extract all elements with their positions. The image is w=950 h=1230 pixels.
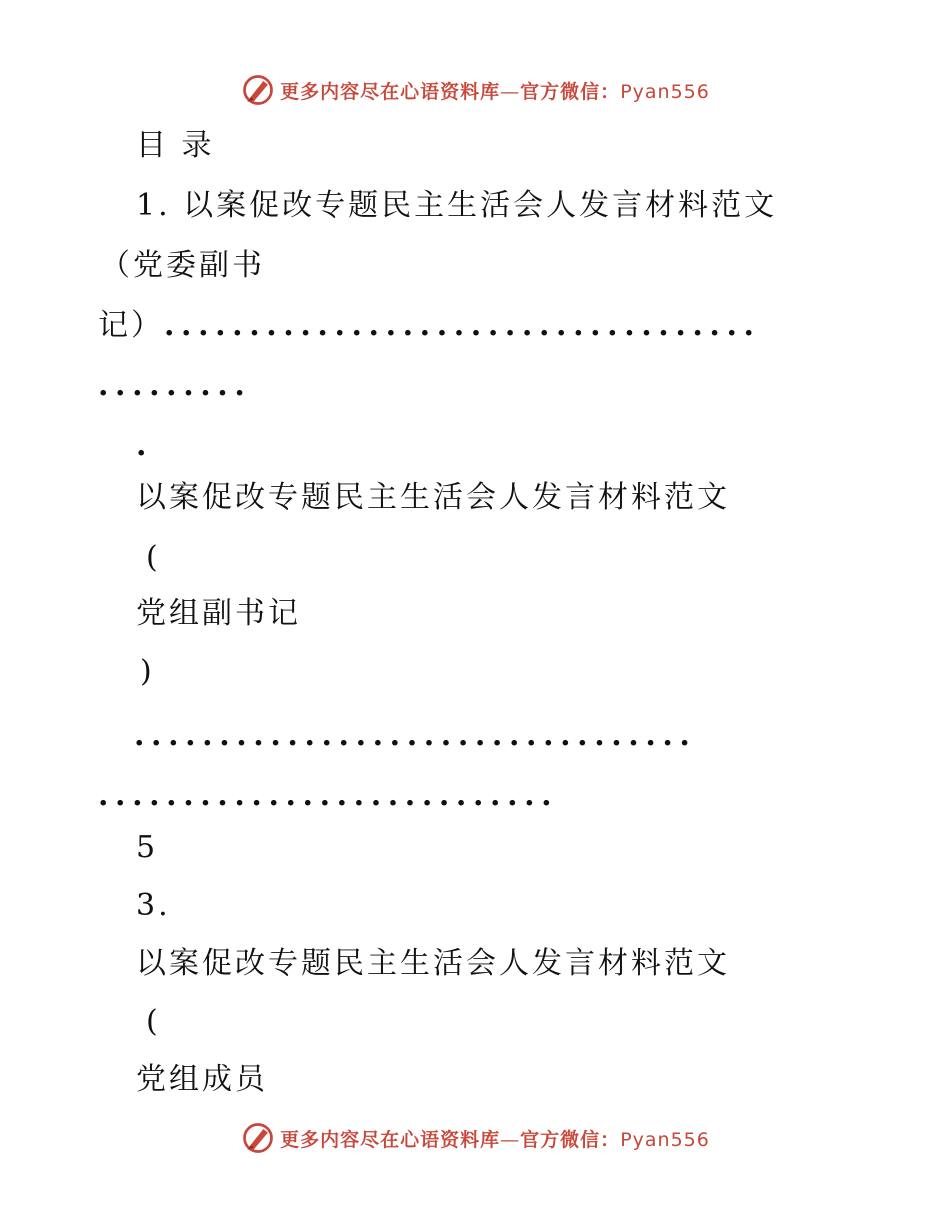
pen-logo-icon bbox=[240, 72, 276, 108]
toc-entry-3-number: 3. bbox=[136, 888, 171, 923]
toc-entry-3-title: 以案促改专题民主生活会人发言材料范文 bbox=[136, 946, 730, 981]
toc-entry-2-open-paren: ( bbox=[146, 540, 161, 575]
toc-entry-1-leader: ................................... bbox=[164, 308, 761, 343]
toc-entry-1-paren: （党委副书 bbox=[100, 248, 265, 283]
toc-entry-1-leader-line bbox=[98, 306, 761, 346]
watermark-banner-top bbox=[0, 70, 950, 110]
toc-entry-2-leader-cont: ........................... bbox=[98, 778, 559, 813]
toc-entry-3-open-paren: ( bbox=[146, 1004, 161, 1039]
toc-entry-2-page-number: 5 bbox=[136, 830, 159, 865]
watermark-banner-bottom bbox=[0, 1118, 950, 1158]
watermark-text: 更多内容尽在心语资料库—官方微信：Pyan556 bbox=[280, 80, 710, 103]
watermark-text: 更多内容尽在心语资料库—官方微信：Pyan556 bbox=[280, 1128, 710, 1151]
toc-entry-1-title bbox=[136, 186, 777, 226]
toc-entry-2-number: . bbox=[136, 428, 154, 463]
toc-entry-1-leader-cont: ......... bbox=[98, 368, 252, 403]
toc-entry-2-role: 党组副书记 bbox=[136, 596, 301, 631]
toc-heading: 目 录 bbox=[136, 128, 215, 163]
toc-entry-2-title: 以案促改专题民主生活会人发言材料范文 bbox=[136, 480, 730, 515]
toc-entry-2-leader: ................................. bbox=[134, 718, 697, 753]
toc-entry-2-close-paren: ) bbox=[140, 654, 155, 689]
toc-entry-3-role: 党组成员 bbox=[136, 1062, 268, 1097]
toc-entry-1-paren-end: 记） bbox=[98, 308, 164, 343]
toc-entry-1-number: 1. bbox=[136, 188, 171, 223]
pen-logo-icon bbox=[240, 1120, 276, 1156]
toc-entry-1-text: 以案促改专题民主生活会人发言材料范文 bbox=[183, 188, 778, 223]
